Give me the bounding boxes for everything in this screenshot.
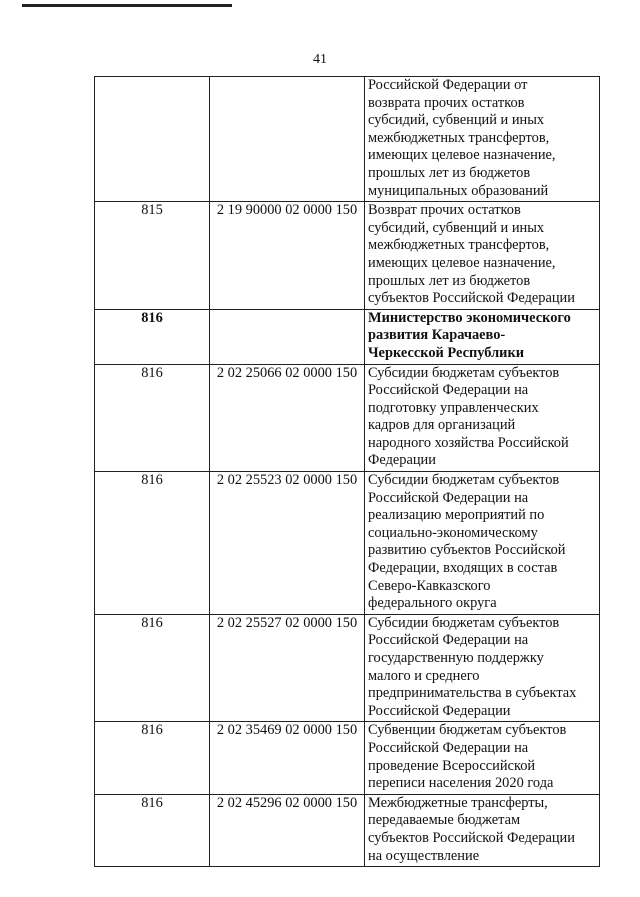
income-name-cell xyxy=(365,794,600,866)
admin-code-cell: 815 xyxy=(95,202,210,310)
income-name-line: развития Карачаево- xyxy=(368,327,506,344)
income-name-line: социально-экономическому xyxy=(368,524,538,541)
income-name-line: развитию субъектов Российской xyxy=(368,542,566,559)
income-name-line: межбюджетных трансфертов, xyxy=(368,129,550,146)
income-name-line: имеющих целевое назначение, xyxy=(368,254,556,271)
income-name-line: Российской Федерации на xyxy=(368,739,529,756)
income-name-cell xyxy=(365,614,600,722)
income-name-line: Российской Федерации на xyxy=(368,632,529,649)
income-name-line: реализацию мероприятий по xyxy=(368,507,545,524)
income-name-line: субъектов Российской Федерации xyxy=(368,290,575,307)
admin-code-cell xyxy=(95,77,210,202)
income-name-line: Российской Федерации на xyxy=(368,382,529,399)
income-name-line: межбюджетных трансфертов, xyxy=(368,237,550,254)
income-name-line: муниципальных образований xyxy=(368,182,549,199)
income-name-line: Российской Федерации от xyxy=(368,77,528,93)
income-name-line: Российской Федерации xyxy=(368,702,511,719)
income-name-line: малого и среднего xyxy=(368,667,480,684)
admin-code-cell: 816 xyxy=(95,472,210,615)
admin-code-cell: 816 xyxy=(95,309,210,364)
income-name-line: Федерации xyxy=(368,452,436,469)
income-name-line: субсидий, субвенций и иных xyxy=(368,112,545,129)
income-name-line: на осуществление xyxy=(368,847,480,864)
income-name-cell xyxy=(365,309,600,364)
income-name-line: Субсидии бюджетам субъектов xyxy=(368,472,560,489)
table-row xyxy=(95,202,600,310)
income-name-line: народного хозяйства Российской xyxy=(368,434,569,451)
income-name-cell xyxy=(365,364,600,472)
header-rule xyxy=(22,4,232,7)
income-name-line: Федерации, входящих в состав xyxy=(368,560,558,577)
admin-code-cell: 816 xyxy=(95,364,210,472)
income-name-line: Возврат прочих остатков xyxy=(368,202,521,219)
income-name-line: передаваемые бюджетам xyxy=(368,812,521,829)
income-name-line: проведение Всероссийской xyxy=(368,757,536,774)
admin-code-cell: 816 xyxy=(95,794,210,866)
income-name-line: Черкесской Республики xyxy=(368,344,525,361)
table-row xyxy=(95,364,600,472)
income-name-line: Субсидии бюджетам субъектов xyxy=(368,364,560,381)
income-name-line: переписи населения 2020 года xyxy=(368,775,554,792)
table-row xyxy=(95,472,600,615)
income-name-cell xyxy=(365,77,600,202)
income-name-line: Межбюджетные трансферты, xyxy=(368,794,548,811)
budget-code-cell xyxy=(210,77,365,202)
income-name-line: государственную поддержку xyxy=(368,650,544,666)
income-name-line: подготовку управленческих xyxy=(368,399,539,416)
budget-classification-table xyxy=(94,76,600,867)
budget-code-cell: 2 02 25527 02 0000 150 xyxy=(210,614,365,722)
income-name-line: Российской Федерации на xyxy=(368,489,529,506)
admin-code-cell: 816 xyxy=(95,614,210,722)
table-row xyxy=(95,794,600,866)
budget-code-cell: 2 02 25066 02 0000 150 xyxy=(210,364,365,472)
budget-code-cell xyxy=(210,309,365,364)
table-row xyxy=(95,614,600,722)
budget-code-cell: 2 02 35469 02 0000 150 xyxy=(210,722,365,794)
budget-code-cell: 2 19 90000 02 0000 150 xyxy=(210,202,365,310)
table-body xyxy=(95,77,600,867)
admin-code-cell: 816 xyxy=(95,722,210,794)
income-name-line: Субвенции бюджетам субъектов xyxy=(368,722,567,739)
budget-code-cell: 2 02 25523 02 0000 150 xyxy=(210,472,365,615)
income-name-line: Субсидии бюджетам субъектов xyxy=(368,614,560,631)
page-number: 41 xyxy=(313,52,327,67)
table-row xyxy=(95,77,600,202)
income-name-line: прошлых лет из бюджетов xyxy=(368,164,531,181)
income-name-line: имеющих целевое назначение, xyxy=(368,147,556,164)
income-name-cell xyxy=(365,202,600,310)
income-name-line: субъектов Российской Федерации xyxy=(368,829,575,846)
income-name-cell xyxy=(365,472,600,615)
income-name-line: Министерство экономического xyxy=(368,309,571,326)
income-name-cell xyxy=(365,722,600,794)
income-name-line: возврата прочих остатков xyxy=(368,94,525,111)
table-row xyxy=(95,722,600,794)
income-name-line: прошлых лет из бюджетов xyxy=(368,272,531,289)
income-name-line: предпринимательства в субъектах xyxy=(368,685,577,702)
income-name-line: федерального округа xyxy=(368,595,497,612)
income-name-line: Северо-Кавказского xyxy=(368,577,491,594)
budget-code-cell: 2 02 45296 02 0000 150 xyxy=(210,794,365,866)
income-name-line: субсидий, субвенций и иных xyxy=(368,219,545,236)
income-name-line: кадров для организаций xyxy=(368,417,516,434)
table-row xyxy=(95,309,600,364)
